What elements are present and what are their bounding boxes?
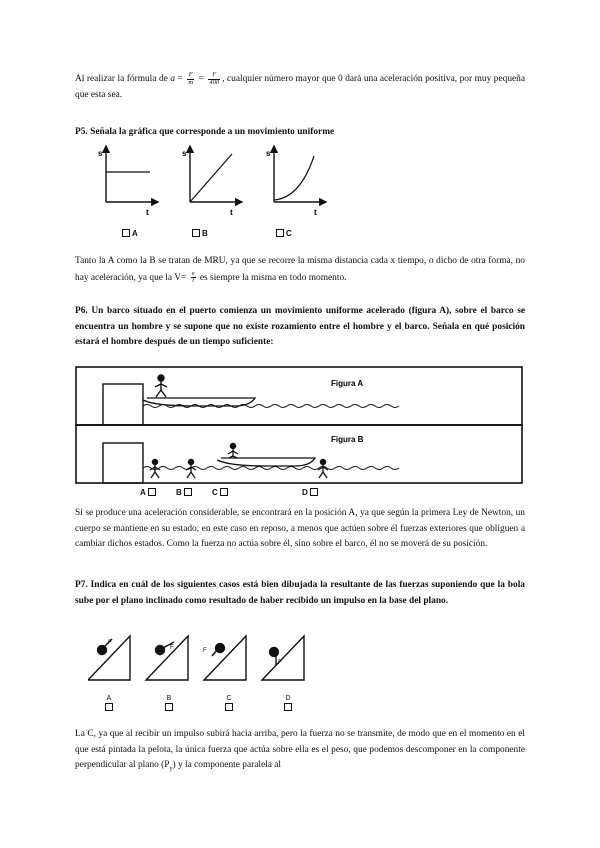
graph-c-s-label: s — [266, 149, 271, 158]
checkbox-icon[interactable] — [184, 488, 192, 496]
graph-a — [98, 146, 158, 217]
p6-title: P6. Un barco situado en el puerto comienza un movimiento uniforme acelerado (figura A), sobre el barco se encuentra un hombre y se supone que no existe rozamiento entre el hombre y el barco. Señala en qué posición estará el hombre después de un tiempo suficiente: — [75, 306, 525, 347]
p5-answer-after: es siempre la misma en todo momento. — [199, 273, 347, 283]
p5-answer-fraction: $\frac{e}{t}$ — [191, 269, 195, 285]
p6-figure — [75, 366, 525, 506]
p6-option-a[interactable]: A — [140, 488, 158, 497]
checkbox-icon[interactable] — [148, 488, 156, 496]
checkbox-icon[interactable] — [310, 488, 318, 496]
man-b-icon — [186, 459, 196, 478]
graph-b-s-label: s — [182, 149, 187, 158]
graph-a-t-label: t — [146, 208, 149, 217]
p7-answer-subscript: y — [169, 765, 173, 772]
graph-a-s-label: s — [98, 149, 103, 158]
incline-c — [203, 636, 246, 680]
checkbox-icon[interactable] — [225, 703, 233, 711]
p7-answer-text: La C, ya que al recibir un impulso subirá hacia arriba, pero la fuerza no se transmite, de modo que en el momento en el que está pintada la pelota, la única fuerza que actúa sobre ella es el peso, que podemos descomponer en la componente perpendicular al plano (P — [75, 729, 525, 770]
man-c-icon — [228, 443, 238, 458]
graph-b — [182, 146, 242, 217]
intro-text-after: , cualquier número mayor que 0 dará una aceleración positiva, por muy pequeña que esta sea. — [75, 74, 526, 100]
man-d-icon — [318, 459, 328, 478]
p5-option-b[interactable]: B — [192, 229, 208, 238]
formula-a: a — [170, 74, 176, 85]
p7-option-a[interactable]: A — [103, 695, 115, 713]
incline-a — [88, 636, 130, 680]
p7-title: P7. Indica en cuál de los siguientes casos está bien dibujada la resultante de las fuerzas suponiendo que la bola sube por el plano inclinado como resultado de haber recibido un impulso en la base del plano. — [75, 580, 525, 606]
p5-option-a[interactable]: A — [122, 229, 138, 238]
p6-option-d[interactable]: D — [302, 488, 320, 497]
p5-option-c[interactable]: C — [276, 229, 292, 238]
svg-text:F: F — [278, 660, 282, 666]
intro-paragraph — [75, 72, 525, 103]
checkbox-icon[interactable] — [165, 703, 173, 711]
incline-d — [262, 636, 304, 680]
p6-option-c[interactable]: C — [212, 488, 230, 497]
p5-answer-before: Tanto la A como la B se tratan de MRU, ya que se recorre la misma distancia cada x tiempo, o dicho de otra forma, no hay aceleración, ya que la V= — [75, 256, 525, 283]
checkbox-icon[interactable] — [284, 703, 292, 711]
checkbox-icon[interactable] — [276, 229, 284, 237]
graph-c — [266, 146, 326, 217]
man-icon — [155, 375, 167, 397]
man-a-icon — [150, 459, 160, 478]
checkbox-icon[interactable] — [192, 229, 200, 237]
formula-fraction-2: $\frac{F}{400}$ — [209, 71, 220, 86]
formula-eq-1: = — [177, 74, 183, 85]
checkbox-icon[interactable] — [105, 703, 113, 711]
incline-b — [146, 636, 188, 680]
p5-answer — [75, 253, 525, 287]
graph-b-t-label: t — [230, 208, 233, 217]
formula-fraction-1: $\frac{F}{m}$ — [188, 71, 194, 86]
checkbox-icon[interactable] — [220, 488, 228, 496]
svg-text:F: F — [170, 645, 174, 651]
p7-figures — [88, 628, 328, 684]
p7-option-d[interactable]: D — [282, 695, 294, 713]
formula-eq-2: = — [198, 74, 204, 85]
p6-answer: Si se produce una aceleración considerable, se encontrará en la posición A, ya que según la primera Ley de Newton, un cuerpo se mantiene en su estado, en este caso en reposo, a menos que actúen sobre él fuerzas exteriores que obliguen a cambiar dichos estados. Como la fuerza no actúa sobre él, sino sobre el barco, él no se moverá de su posición. — [75, 508, 525, 549]
p7-option-b[interactable]: B — [163, 695, 175, 713]
p7-option-c[interactable]: C — [223, 695, 235, 713]
figure-b-label: Figura B — [331, 435, 364, 444]
figure-a — [76, 375, 521, 425]
svg-text:F: F — [108, 640, 112, 646]
graph-c-t-label: t — [314, 208, 317, 217]
svg-text:F: F — [203, 648, 207, 654]
intro-text-before: Al realizar la fórmula de — [75, 74, 168, 85]
p5-title: P5. Señala la gráfica que corresponde a un movimiento uniforme — [75, 127, 335, 137]
p7-answer — [75, 727, 525, 777]
p6-option-b[interactable]: B — [176, 488, 194, 497]
figure-a-label: Figura A — [331, 379, 364, 388]
figure-b — [103, 435, 399, 483]
p5-graphs — [90, 142, 340, 222]
checkbox-icon[interactable] — [122, 229, 130, 237]
p7-answer-end: ) y la componente paralela al — [172, 760, 282, 770]
